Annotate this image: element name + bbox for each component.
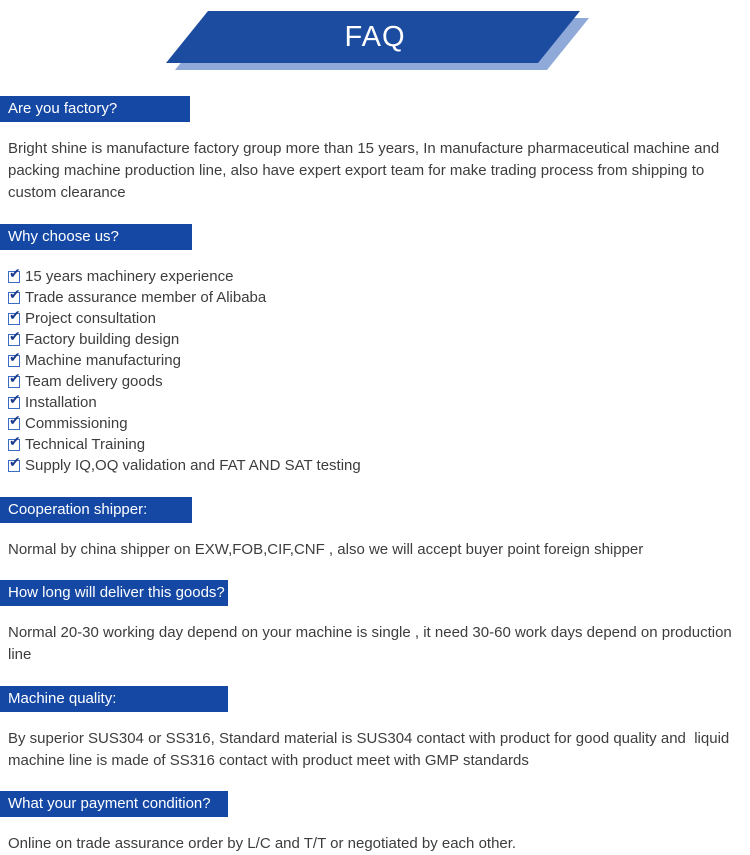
checklist-item (8, 350, 750, 371)
checklist-item (8, 266, 750, 287)
paragraph-payment-answer: Online on trade assurance order by L/C and T/T or negotiated by each other. (8, 835, 517, 852)
checklist-item (8, 392, 750, 413)
checklist-item-label: Factory building design (25, 331, 180, 348)
checklist-item (8, 413, 750, 434)
checklist-item-label: Installation (25, 394, 97, 411)
checklist-item-label: Commissioning (25, 415, 128, 432)
checkbox-checked-icon: ✔ (9, 264, 21, 281)
checkbox-checked-icon: ✔ (9, 306, 21, 323)
checklist-item-label: Technical Training (25, 436, 146, 453)
checkbox-checked-icon: ✔ (9, 369, 21, 386)
checklist-item-label: Project consultation (25, 310, 156, 327)
why-choose-us-checklist (0, 266, 750, 476)
section-heading-are-you-factory: Are you factory? (0, 96, 190, 122)
checkbox-checked-icon: ✔ (9, 348, 21, 365)
checklist-item (8, 308, 750, 329)
section-heading-cooperation-shipper: Cooperation shipper: (0, 497, 192, 523)
checkbox-checked-icon: ✔ (9, 432, 21, 449)
checkbox-checked-icon: ✔ (9, 390, 21, 407)
section-heading-delivery-time: How long will deliver this goods? (0, 580, 228, 606)
checkbox-checked-icon: ✔ (9, 285, 21, 302)
checklist-item (8, 329, 750, 350)
paragraph-shipper-answer: Normal by china shipper on EXW,FOB,CIF,CNF , also we will accept buyer point foreign shipper (8, 541, 644, 558)
checklist-item-label: 15 years machinery experience (25, 268, 234, 285)
banner-title: FAQ (344, 21, 406, 53)
checklist-item (8, 287, 750, 308)
checkbox-checked-icon: ✔ (9, 327, 21, 344)
checkbox-checked-icon: ✔ (9, 411, 21, 428)
section-heading-why-choose-us: Why choose us? (0, 224, 192, 250)
section-heading-machine-quality: Machine quality: (0, 686, 228, 712)
paragraph-delivery-answer: Normal 20-30 working day depend on your machine is single , it need 30-60 work days depend on production line (8, 624, 736, 663)
checklist-item-label: Supply IQ,OQ validation and FAT AND SAT testing (25, 457, 361, 474)
checklist-item-label: Machine manufacturing (25, 352, 181, 369)
checkbox-checked-icon: ✔ (9, 453, 21, 470)
faq-banner (0, 0, 750, 78)
section-heading-payment-condition: What your payment condition? (0, 791, 228, 817)
checklist-item (8, 371, 750, 392)
paragraph-quality-answer: By superior SUS304 or SS316, Standard material is SUS304 contact with product for good quality and liquid machine line is made of SS316 contact with product meet with GMP standards (8, 730, 734, 769)
checklist-item-label: Team delivery goods (25, 373, 163, 390)
checklist-item (8, 434, 750, 455)
paragraph-factory-answer: Bright shine is manufacture factory group more than 15 years, In manufacture pharmaceutical machine and packing machine production line, also have expert export team for make trading process from shipping to custom clearance (8, 140, 724, 201)
checklist-item (8, 455, 750, 476)
checklist-item-label: Trade assurance member of Alibaba (25, 289, 267, 306)
